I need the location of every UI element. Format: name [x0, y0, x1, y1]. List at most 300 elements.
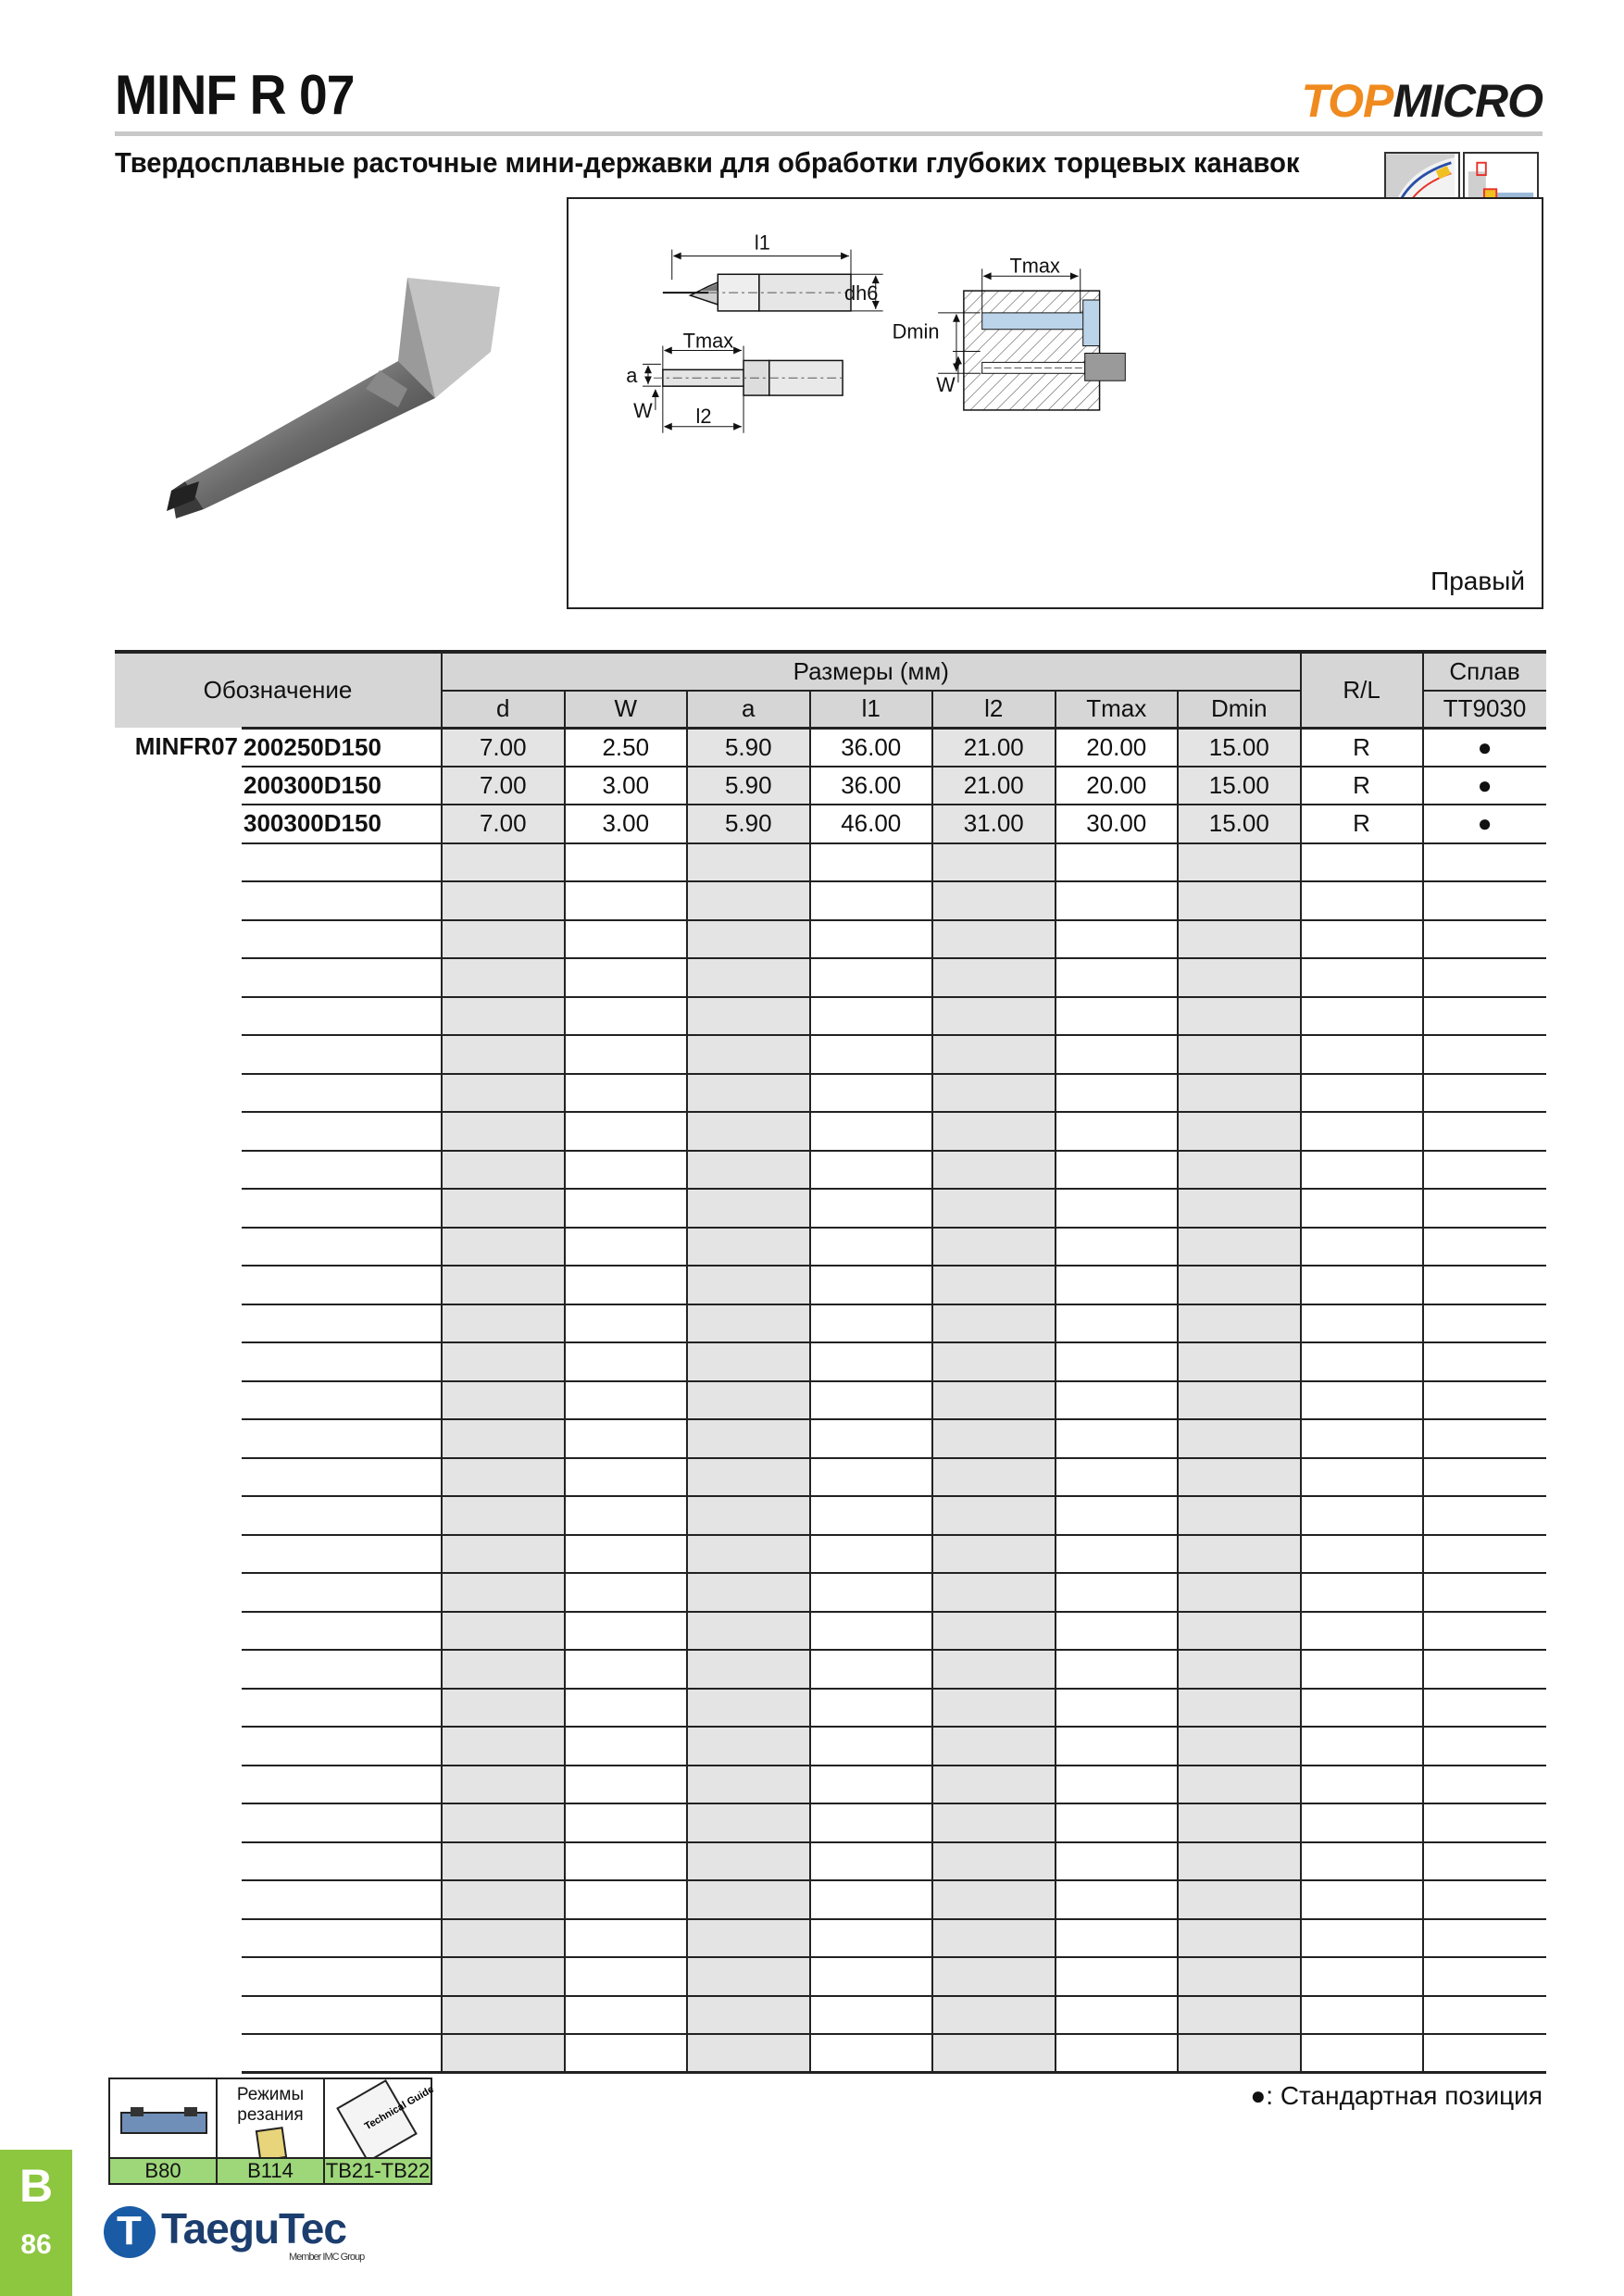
cell-d	[442, 1228, 565, 1267]
brand-logo-part2: MICRO	[1393, 75, 1543, 127]
table-row	[115, 881, 1546, 920]
table-row	[115, 1496, 1546, 1535]
cell-a	[687, 1612, 810, 1651]
cell-l2	[932, 1496, 1056, 1535]
designation-code	[242, 2034, 442, 2073]
cell-a	[687, 1419, 810, 1458]
cell-w	[565, 1880, 688, 1919]
reference-label-tb21-tb22: TB21-TB22	[325, 2159, 431, 2182]
title-rule	[115, 131, 1543, 136]
cell-dmin	[1178, 843, 1301, 882]
table-row	[115, 767, 1546, 805]
cell-l2	[932, 1266, 1056, 1304]
header-grade: TT9030	[1423, 691, 1546, 728]
cell-a	[687, 1189, 810, 1228]
cell-tmax	[1056, 1266, 1179, 1304]
cell-stock	[1423, 1151, 1546, 1190]
cell-dmin	[1178, 1228, 1301, 1267]
cell-tmax	[1056, 1496, 1179, 1535]
cell-d: 7.00	[442, 805, 565, 843]
designation-code	[242, 1612, 442, 1651]
cell-l2	[932, 1766, 1056, 1804]
cell-tmax	[1056, 1842, 1179, 1881]
cell-tmax: 20.00	[1056, 728, 1179, 767]
cell-a	[687, 843, 810, 882]
cell-l1: 46.00	[810, 805, 933, 843]
cell-rl	[1301, 1996, 1423, 2035]
cell-tmax	[1056, 1880, 1179, 1919]
reference-box-holder[interactable]	[108, 2078, 218, 2185]
cell-a	[687, 2034, 810, 2073]
cell-l2	[932, 1228, 1056, 1267]
cell-rl	[1301, 1957, 1423, 1996]
cell-l1	[810, 1496, 933, 1535]
reference-text-cutting: Режимы резания	[236, 2085, 305, 2125]
cutting-conditions-icon	[253, 2128, 290, 2161]
designation-code	[242, 1074, 442, 1113]
cell-d	[442, 1304, 565, 1343]
cell-rl	[1301, 843, 1423, 882]
cell-l2	[932, 1535, 1056, 1574]
cell-dmin	[1178, 1266, 1301, 1304]
table-row	[115, 1919, 1546, 1958]
header-designation: Обозначение	[115, 652, 442, 728]
page-subtitle: Твердосплавные расточные мини-державки для обработки глубоких торцевых канавок	[115, 146, 1300, 179]
cell-dmin	[1178, 1880, 1301, 1919]
table-row	[115, 1266, 1546, 1304]
cell-l2: 21.00	[932, 767, 1056, 805]
cell-a	[687, 1957, 810, 1996]
cell-tmax	[1056, 843, 1179, 882]
cell-l1	[810, 1573, 933, 1612]
table-row	[115, 1880, 1546, 1919]
designation-code	[242, 958, 442, 997]
cell-stock	[1423, 1496, 1546, 1535]
cell-rl	[1301, 1919, 1423, 1958]
cell-l2	[932, 1458, 1056, 1497]
cell-w	[565, 2034, 688, 2073]
cell-stock	[1423, 1228, 1546, 1267]
cell-tmax	[1056, 1957, 1179, 1996]
table-row	[115, 1189, 1546, 1228]
designation-prefix	[115, 1419, 242, 1458]
cell-d	[442, 920, 565, 959]
cell-dmin	[1178, 1112, 1301, 1151]
technical-drawing	[567, 197, 1543, 609]
header-col-a: a	[687, 691, 810, 728]
cell-dmin	[1178, 1342, 1301, 1381]
designation-prefix	[115, 1996, 242, 2035]
designation-prefix	[115, 1381, 242, 1420]
cell-dmin: 15.00	[1178, 728, 1301, 767]
cell-l2	[932, 1650, 1056, 1689]
designation-prefix	[115, 1803, 242, 1842]
cell-a	[687, 1151, 810, 1190]
designation-code	[242, 1727, 442, 1766]
cell-l2	[932, 958, 1056, 997]
cell-tmax: 20.00	[1056, 767, 1179, 805]
cell-l1	[810, 1189, 933, 1228]
cell-tmax	[1056, 1189, 1179, 1228]
cell-l2	[932, 1573, 1056, 1612]
technical-guide-book-icon	[332, 2083, 436, 2157]
header-rl: R/L	[1301, 652, 1423, 728]
cell-l1	[810, 997, 933, 1036]
table-row	[115, 805, 1546, 843]
cell-d	[442, 1151, 565, 1190]
designation-code	[242, 1766, 442, 1804]
cell-a	[687, 1342, 810, 1381]
designation-code	[242, 1689, 442, 1728]
designation-code	[242, 881, 442, 920]
cell-l2: 21.00	[932, 728, 1056, 767]
cell-w: 3.00	[565, 805, 688, 843]
cell-w	[565, 1727, 688, 1766]
cell-stock: ●	[1423, 728, 1546, 767]
dim-label-dh6: dh6	[844, 281, 879, 306]
cell-a	[687, 1803, 810, 1842]
cell-l1	[810, 1304, 933, 1343]
cell-dmin	[1178, 1689, 1301, 1728]
cell-dmin	[1178, 1304, 1301, 1343]
cell-l1	[810, 1151, 933, 1190]
cell-w	[565, 1189, 688, 1228]
cell-dmin	[1178, 1381, 1301, 1420]
cell-tmax	[1056, 1689, 1179, 1728]
cell-stock	[1423, 1996, 1546, 2035]
table-row	[115, 1419, 1546, 1458]
cell-dmin	[1178, 1803, 1301, 1842]
cell-w	[565, 1573, 688, 1612]
cell-stock	[1423, 1766, 1546, 1804]
table-row	[115, 1842, 1546, 1881]
reference-box-cutting-conditions[interactable]	[216, 2078, 325, 2185]
cell-d: 7.00	[442, 728, 565, 767]
cell-dmin	[1178, 1573, 1301, 1612]
cell-rl	[1301, 1496, 1423, 1535]
cell-l2	[932, 881, 1056, 920]
designation-code	[242, 920, 442, 959]
cell-w	[565, 920, 688, 959]
cell-stock	[1423, 997, 1546, 1036]
reference-label-b114: B114	[218, 2157, 323, 2183]
cell-d	[442, 1957, 565, 1996]
cell-stock	[1423, 1458, 1546, 1497]
cell-l1	[810, 1612, 933, 1651]
cell-dmin	[1178, 1919, 1301, 1958]
cell-tmax	[1056, 920, 1179, 959]
table-row	[115, 1035, 1546, 1074]
cell-w	[565, 1458, 688, 1497]
cell-d	[442, 1880, 565, 1919]
cell-rl	[1301, 2034, 1423, 2073]
cell-a: 5.90	[687, 805, 810, 843]
cell-a	[687, 920, 810, 959]
header-col-w: W	[565, 691, 688, 728]
table-row	[115, 1766, 1546, 1804]
cell-dmin	[1178, 997, 1301, 1036]
cell-stock	[1423, 1074, 1546, 1113]
cell-a	[687, 1112, 810, 1151]
designation-prefix	[115, 1342, 242, 1381]
cell-l2	[932, 1189, 1056, 1228]
cell-rl	[1301, 1612, 1423, 1651]
cell-l1	[810, 1689, 933, 1728]
cell-rl: R	[1301, 728, 1423, 767]
designation-prefix	[115, 958, 242, 997]
designation-code	[242, 1880, 442, 1919]
cell-rl	[1301, 1266, 1423, 1304]
designation-prefix	[115, 1228, 242, 1267]
designation-code	[242, 1035, 442, 1074]
cell-tmax	[1056, 1151, 1179, 1190]
table-row	[115, 1342, 1546, 1381]
cell-l1	[810, 1419, 933, 1458]
cell-stock	[1423, 843, 1546, 882]
table-row	[115, 920, 1546, 959]
table-row	[115, 2034, 1546, 2073]
cell-rl	[1301, 920, 1423, 959]
designation-code	[242, 1304, 442, 1343]
cell-l2	[932, 1342, 1056, 1381]
cell-a	[687, 1496, 810, 1535]
cell-d	[442, 1342, 565, 1381]
designation-prefix	[115, 1112, 242, 1151]
cell-w	[565, 1074, 688, 1113]
cell-l1	[810, 1650, 933, 1689]
designation-code	[242, 1228, 442, 1267]
cell-a	[687, 1919, 810, 1958]
cell-stock	[1423, 1689, 1546, 1728]
cell-l2	[932, 1689, 1056, 1728]
cell-stock	[1423, 958, 1546, 997]
cell-stock	[1423, 1650, 1546, 1689]
cell-rl	[1301, 1074, 1423, 1113]
product-image	[130, 268, 537, 546]
table-row	[115, 1612, 1546, 1651]
cell-dmin	[1178, 1496, 1301, 1535]
cell-stock	[1423, 1880, 1546, 1919]
cell-stock	[1423, 1035, 1546, 1074]
section-letter: B	[19, 2160, 54, 2212]
cell-l1	[810, 1766, 933, 1804]
cell-rl	[1301, 1304, 1423, 1343]
cell-l2	[932, 1112, 1056, 1151]
cell-d	[442, 1612, 565, 1651]
cell-a	[687, 1650, 810, 1689]
tool-side-view	[643, 346, 846, 433]
cell-d: 7.00	[442, 767, 565, 805]
designation-prefix	[115, 1035, 242, 1074]
header-col-tmax: Tmax	[1056, 691, 1179, 728]
table-row	[115, 728, 1546, 767]
designation-prefix	[115, 1304, 242, 1343]
designation-prefix	[115, 1727, 242, 1766]
cell-d	[442, 1112, 565, 1151]
table-row	[115, 843, 1546, 882]
company-name: TaeguTec	[161, 2204, 346, 2252]
cell-dmin: 15.00	[1178, 767, 1301, 805]
cell-rl	[1301, 1112, 1423, 1151]
cell-a	[687, 1266, 810, 1304]
designation-prefix	[115, 805, 242, 843]
cell-l2	[932, 1996, 1056, 2035]
cell-rl	[1301, 958, 1423, 997]
cell-rl: R	[1301, 805, 1423, 843]
table-row	[115, 1381, 1546, 1420]
cell-tmax	[1056, 1612, 1179, 1651]
cell-rl	[1301, 881, 1423, 920]
designation-prefix	[115, 1496, 242, 1535]
header-col-d: d	[442, 691, 565, 728]
cell-tmax	[1056, 1228, 1179, 1267]
cell-d	[442, 1496, 565, 1535]
table-body	[115, 728, 1546, 2073]
designation-code	[242, 1803, 442, 1842]
cell-a	[687, 1727, 810, 1766]
designation-code	[242, 1996, 442, 2035]
designation-code	[242, 1535, 442, 1574]
cell-a	[687, 881, 810, 920]
designation-prefix	[115, 1573, 242, 1612]
table-row	[115, 1650, 1546, 1689]
table-row	[115, 997, 1546, 1036]
cell-d	[442, 1842, 565, 1881]
dim-label-tmax-right: Tmax	[1009, 254, 1060, 278]
designation-prefix	[115, 1074, 242, 1113]
table-row	[115, 958, 1546, 997]
cell-l2	[932, 1381, 1056, 1420]
cell-w	[565, 1304, 688, 1343]
dim-label-l2: l2	[695, 404, 712, 428]
cell-stock	[1423, 1612, 1546, 1651]
cell-stock	[1423, 2034, 1546, 2073]
cell-dmin	[1178, 920, 1301, 959]
cell-l1	[810, 843, 933, 882]
cell-stock	[1423, 1342, 1546, 1381]
designation-prefix	[115, 2034, 242, 2073]
cell-w	[565, 1996, 688, 2035]
cell-w	[565, 1803, 688, 1842]
cell-a	[687, 1766, 810, 1804]
cell-dmin	[1178, 1035, 1301, 1074]
page-title: MINF R 07	[115, 64, 355, 126]
reference-box-technical-guide[interactable]	[323, 2078, 436, 2185]
cell-d	[442, 843, 565, 882]
cell-tmax	[1056, 1996, 1179, 2035]
cell-w	[565, 1228, 688, 1267]
cell-a	[687, 1304, 810, 1343]
holder-icon	[118, 2089, 210, 2153]
cell-d	[442, 958, 565, 997]
cell-l1	[810, 1957, 933, 1996]
cell-d	[442, 1419, 565, 1458]
cell-l2	[932, 1304, 1056, 1343]
cell-l2	[932, 1727, 1056, 1766]
brand-logo	[1301, 74, 1543, 128]
cell-stock	[1423, 1919, 1546, 1958]
cell-stock	[1423, 1727, 1546, 1766]
cell-w	[565, 1957, 688, 1996]
cell-l2	[932, 920, 1056, 959]
designation-code: 200250D150	[242, 728, 442, 767]
cell-w	[565, 1612, 688, 1651]
cell-rl	[1301, 1650, 1423, 1689]
designation-code	[242, 1342, 442, 1381]
designation-prefix	[115, 1919, 242, 1958]
cell-l1	[810, 1035, 933, 1074]
cell-d	[442, 1689, 565, 1728]
cell-rl	[1301, 1689, 1423, 1728]
table-row	[115, 1957, 1546, 1996]
cell-dmin	[1178, 1766, 1301, 1804]
specification-table	[115, 650, 1546, 2074]
designation-prefix	[115, 1766, 242, 1804]
cell-stock	[1423, 1112, 1546, 1151]
cell-d	[442, 1650, 565, 1689]
cell-l1	[810, 920, 933, 959]
cell-stock	[1423, 1535, 1546, 1574]
cell-w	[565, 1766, 688, 1804]
cell-l1	[810, 1727, 933, 1766]
cell-a: 5.90	[687, 728, 810, 767]
cell-dmin	[1178, 1727, 1301, 1766]
cell-tmax	[1056, 1419, 1179, 1458]
designation-code: 300300D150	[242, 805, 442, 843]
cell-tmax	[1056, 997, 1179, 1036]
cell-a	[687, 1573, 810, 1612]
cell-d	[442, 1189, 565, 1228]
cell-w	[565, 1650, 688, 1689]
cell-dmin	[1178, 1074, 1301, 1113]
designation-code	[242, 1151, 442, 1190]
header-dimensions: Размеры (мм)	[442, 652, 1301, 691]
cell-w	[565, 1689, 688, 1728]
cell-w	[565, 843, 688, 882]
cell-tmax	[1056, 1573, 1179, 1612]
cell-d	[442, 1035, 565, 1074]
cell-l1	[810, 881, 933, 920]
cell-w	[565, 1266, 688, 1304]
designation-code	[242, 1112, 442, 1151]
cell-stock	[1423, 1957, 1546, 1996]
table-row	[115, 1689, 1546, 1728]
table-row	[115, 1112, 1546, 1151]
cell-l2	[932, 843, 1056, 882]
designation-code	[242, 1957, 442, 1996]
cell-dmin	[1178, 1612, 1301, 1651]
cell-l1: 36.00	[810, 767, 933, 805]
cell-w	[565, 1535, 688, 1574]
cell-l2	[932, 1151, 1056, 1190]
cell-l2	[932, 1419, 1056, 1458]
technical-guide-text: Technical Guide	[362, 2083, 436, 2133]
cell-l2	[932, 1074, 1056, 1113]
company-logo-mark-icon	[104, 2206, 156, 2258]
header-alloy: Сплав	[1423, 652, 1546, 691]
cell-tmax	[1056, 1803, 1179, 1842]
cell-w	[565, 997, 688, 1036]
cell-rl	[1301, 1535, 1423, 1574]
designation-prefix	[115, 767, 242, 805]
designation-code	[242, 1496, 442, 1535]
designation-code	[242, 1842, 442, 1881]
cell-dmin: 15.00	[1178, 805, 1301, 843]
designation-prefix	[115, 1535, 242, 1574]
cell-l2	[932, 1803, 1056, 1842]
cell-stock	[1423, 881, 1546, 920]
cell-stock	[1423, 1266, 1546, 1304]
